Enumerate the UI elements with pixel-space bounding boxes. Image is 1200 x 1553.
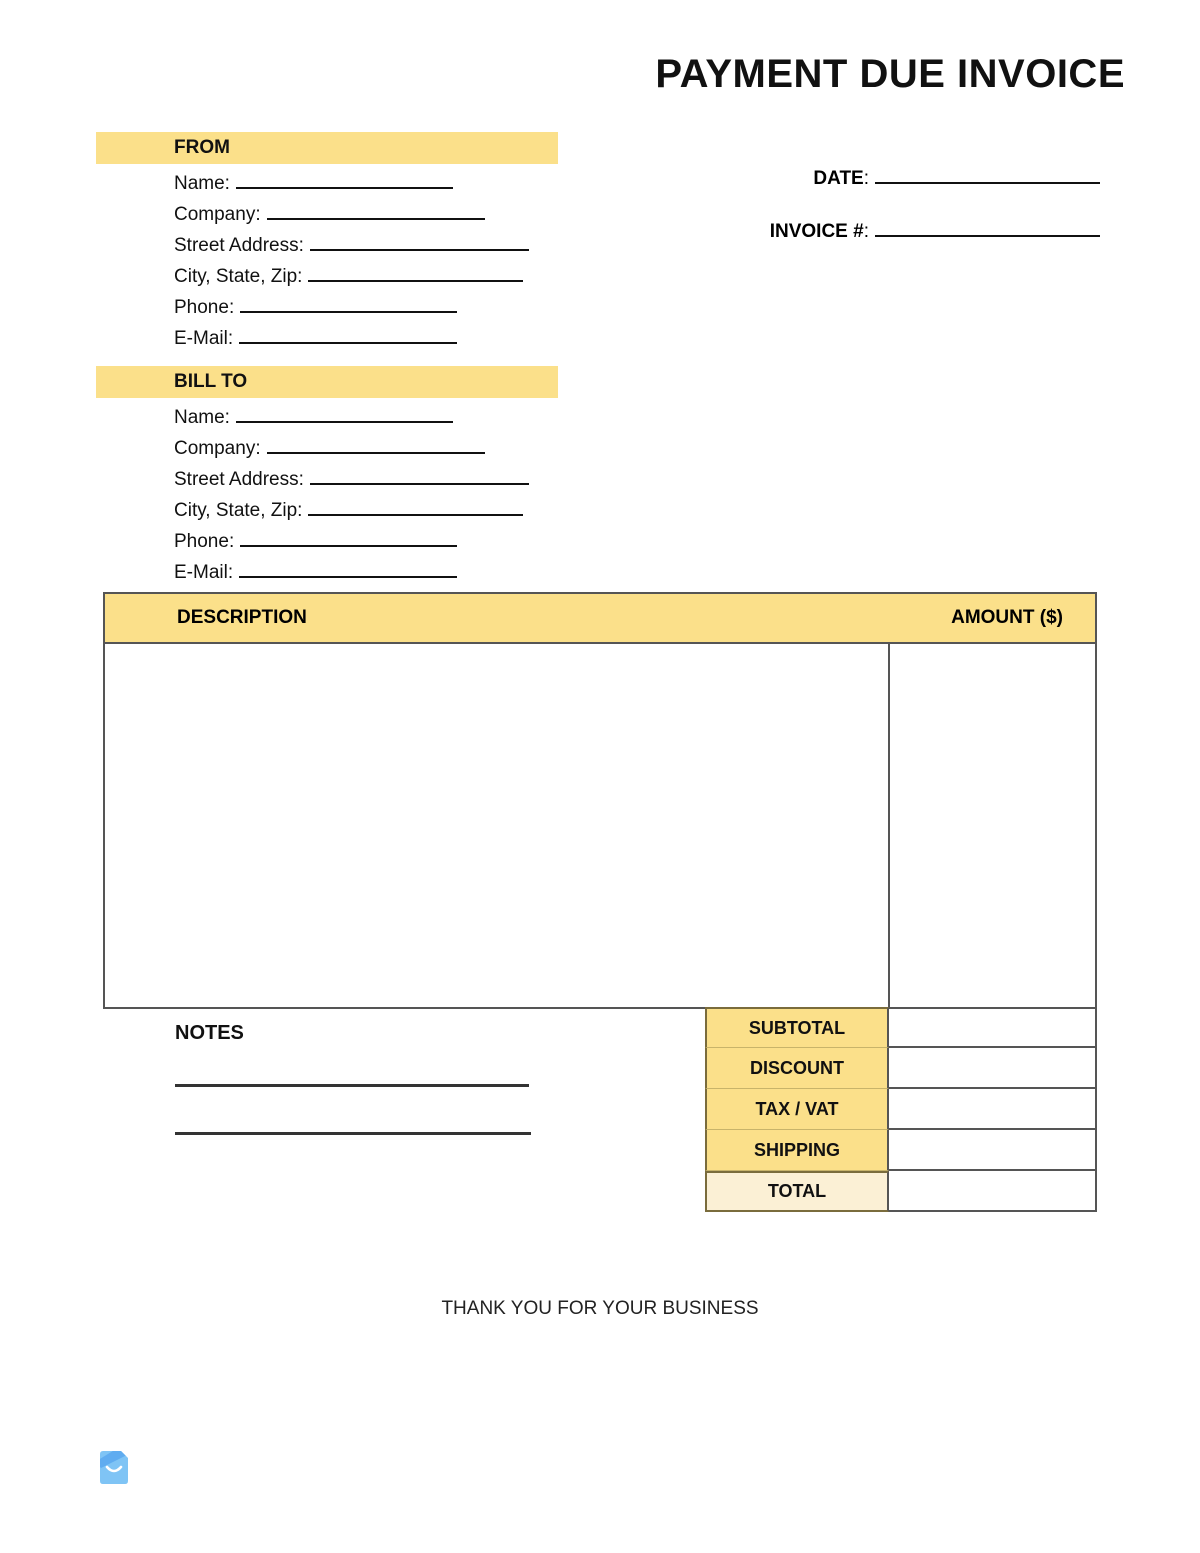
bill-to-street-row	[174, 466, 558, 497]
bill-to-section-fields	[96, 398, 558, 590]
total-row	[705, 1171, 1097, 1212]
from-email-row	[174, 325, 558, 356]
bill-to-city-row	[174, 497, 558, 528]
invoice-number-input[interactable]	[875, 218, 1100, 237]
date-colon: :	[863, 168, 869, 189]
notes-line-1[interactable]	[175, 1083, 529, 1087]
notes-heading: NOTES	[175, 1022, 244, 1044]
line-items-amount-area[interactable]	[890, 644, 1095, 1007]
from-street-input[interactable]	[310, 232, 529, 251]
bill-to-name-input[interactable]	[236, 404, 453, 423]
date-input[interactable]	[875, 165, 1100, 184]
from-email-input[interactable]	[239, 325, 457, 344]
footer-thank-you-note: THANK YOU FOR YOUR BUSINESS	[441, 1298, 759, 1319]
invoice-number-colon: :	[863, 221, 869, 242]
notes-section	[175, 1022, 535, 1179]
from-company-label: Company:	[174, 204, 261, 225]
from-section	[96, 132, 558, 356]
column-header-description: DESCRIPTION	[177, 607, 307, 628]
bill-to-section	[96, 366, 558, 590]
bill-to-company-label: Company:	[174, 438, 261, 459]
from-company-row	[174, 201, 558, 232]
total-value[interactable]	[889, 1171, 1097, 1212]
tax-vat-label: TAX / VAT	[705, 1089, 889, 1130]
from-name-row	[174, 170, 558, 201]
discount-row	[705, 1048, 1097, 1089]
line-items-body	[105, 644, 1095, 1007]
subtotal-value[interactable]	[889, 1007, 1097, 1048]
bill-to-email-row	[174, 559, 558, 590]
from-street-label: Street Address:	[174, 235, 304, 256]
bill-to-phone-input[interactable]	[240, 528, 457, 547]
from-name-input[interactable]	[236, 170, 453, 189]
from-company-input[interactable]	[267, 201, 485, 220]
bill-to-street-input[interactable]	[310, 466, 529, 485]
discount-value[interactable]	[889, 1048, 1097, 1089]
page-title: PAYMENT DUE INVOICE	[655, 52, 1125, 96]
column-header-amount: AMOUNT ($)	[951, 607, 1063, 628]
shipping-label: SHIPPING	[705, 1130, 889, 1171]
invoice-number-row	[700, 218, 1100, 243]
from-city-input[interactable]	[308, 263, 523, 282]
from-phone-input[interactable]	[240, 294, 457, 313]
date-label: DATE	[813, 168, 864, 189]
shipping-value[interactable]	[889, 1130, 1097, 1171]
document-smile-logo-icon	[95, 1450, 133, 1490]
totals-section	[705, 1007, 1097, 1212]
shipping-row	[705, 1130, 1097, 1171]
invoice-number-label: INVOICE #	[769, 221, 864, 242]
notes-line-2[interactable]	[175, 1131, 531, 1135]
from-phone-label: Phone:	[174, 297, 235, 318]
date-row	[700, 165, 1100, 190]
bill-to-name-row	[174, 404, 558, 435]
bill-to-company-row	[174, 435, 558, 466]
from-section-fields	[96, 164, 558, 356]
from-email-label: E-Mail:	[174, 328, 234, 349]
bill-to-email-input[interactable]	[239, 559, 457, 578]
from-city-row	[174, 263, 558, 294]
from-phone-row	[174, 294, 558, 325]
tax-vat-value[interactable]	[889, 1089, 1097, 1130]
bill-to-name-label: Name:	[174, 407, 230, 428]
bill-to-phone-label: Phone:	[174, 531, 235, 552]
subtotal-row	[705, 1007, 1097, 1048]
invoice-meta	[700, 165, 1100, 271]
bill-to-street-label: Street Address:	[174, 469, 304, 490]
bill-to-city-label: City, State, Zip:	[174, 500, 303, 521]
from-name-label: Name:	[174, 173, 230, 194]
bill-to-email-label: E-Mail:	[174, 562, 234, 583]
bill-to-city-input[interactable]	[308, 497, 523, 516]
bill-to-phone-row	[174, 528, 558, 559]
from-city-label: City, State, Zip:	[174, 266, 303, 287]
from-street-row	[174, 232, 558, 263]
line-items-description-area[interactable]	[105, 644, 890, 1007]
line-items-header-row	[105, 594, 1095, 644]
subtotal-label: SUBTOTAL	[705, 1007, 889, 1048]
bill-to-section-heading: BILL TO	[96, 366, 558, 398]
discount-label: DISCOUNT	[705, 1048, 889, 1089]
bill-to-company-input[interactable]	[267, 435, 485, 454]
total-label: TOTAL	[705, 1171, 889, 1212]
tax-vat-row	[705, 1089, 1097, 1130]
line-items-table	[103, 592, 1097, 1009]
from-section-heading: FROM	[96, 132, 558, 164]
